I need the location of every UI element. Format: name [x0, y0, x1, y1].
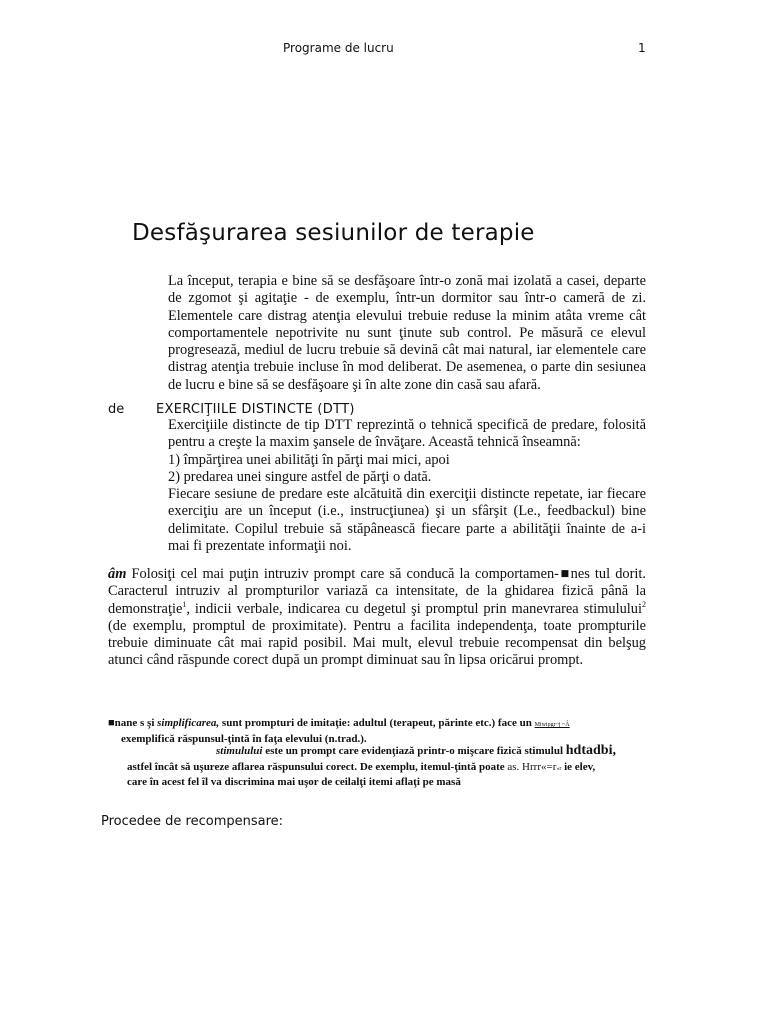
prompt-text-1: Folosiţi cel mai puţin intruziv prompt care să conducă la comportamen-■nes tul dorit. Caracterul intruziv al prompturilor variază ca intensitate, de la ghidarea fizică până la demonstraţie	[108, 566, 646, 617]
footnote-emphasis: simplificarea,	[157, 717, 220, 729]
footnote-line-2: exemplifică răspunsul-ţintă în faţa elevului (n.trad.).	[121, 733, 367, 745]
prompt-paragraph	[108, 566, 646, 670]
dtt-lead: Exerciţiile distincte de tip DTT reprezintă o tehnică specifică de predare, folosită pentru a creşte la maxim şansele de învăţare. Această tehnică înseamnă:	[168, 417, 646, 451]
prompt-text-3: (de exemplu, promptul de proximitate). Pentru a facilita independenţa, toate prompturile trebuie diminuate cât mai rapid posibil. Mai mult, elevul trebuie recompensat din belşug atunci când răspunde corect după un prompt diminuat sau în lipsa oricărui prompt.	[108, 617, 646, 669]
footnote-garbled-text: Miwipgr~j ~Â	[534, 722, 570, 728]
running-header: Programe de lucru	[283, 41, 394, 55]
footnote-garbled-text: as. Hrrr«=r	[507, 761, 557, 773]
dtt-list-item-1: 1) împărţirea unei abilităţi în părţi mai mici, apoi	[168, 451, 450, 468]
footnote-text: este un prompt care evidenţiază printr-o mişcare fizică stimulul	[262, 745, 566, 757]
intro-paragraph: La început, terapia e bine să se desfăşoare într-o zonă mai izolată a casei, departe de zgomot şi agitaţie - de exemplu, într-un dormitor sau într-o cameră de zi. Elementele care distrag atenţia elevului trebuie reduse la minim atâta vreme cât comportamentele nepotrivite nu sunt ţinute sub control. Pe măsură ce elevul progresează, mediul de lucru trebuie să devină cât mai natural, iar elementele care distrag atenţia trebuie incluse în mod deliberat. De asemenea, o parte din sesiunea de lucru e bine să se desfăşoare şi în alte zone din casă sau afară.	[168, 273, 646, 393]
dtt-heading: EXERCIŢIILE DISTINCTE (DTT)	[156, 402, 355, 417]
footnote-text: sunt prompturi de imitaţie: adultul (terapeut, părinte etc.) face un	[219, 717, 535, 729]
section-heading-recompensare: Procedee de recompensare:	[101, 814, 284, 829]
footnote-garbled-text: »r	[556, 766, 562, 772]
footnote-garbled-text: hdtadbi,	[565, 743, 616, 758]
footnote-ref-1: 1	[182, 599, 187, 609]
footnote-line-5: care în acest fel îl va discrimina mai uşor de ceilalţi itemi aflaţi pe masă	[127, 776, 461, 788]
footnote-text: ■nane s şi	[108, 717, 158, 729]
prompt-lead: âm	[108, 566, 127, 582]
prompt-text-2: , indicii verbale, indicarea cu degetul şi promptul prin manevrarea stimulului	[186, 600, 642, 617]
dtt-prefix: de	[108, 402, 125, 417]
footnote-ref-2: 2	[642, 599, 646, 609]
footnote-text: astfel încât să uşureze aflarea răspunsului corect. De exemplu, itemul-ţintă poate	[127, 761, 508, 773]
footnote-line-3	[216, 742, 616, 760]
dtt-section	[168, 417, 646, 555]
dtt-body: Fiecare sesiune de predare este alcătuită din exerciţii distincte repetate, iar fiecare exerciţiu are un început (i.e., instrucţiunea) şi un sfârşit (Le., feedbackul) bine delimitate. Copilul trebuie să stăpânească fiecare parte a abilităţii înainte de a-i mai fi prezentate informaţii noi.	[168, 486, 646, 555]
footnote-text: ie elev,	[561, 761, 596, 773]
page-title: Desfăşurarea sesiunilor de terapie	[132, 220, 535, 246]
dtt-list-item-2: 2) predarea unei singure astfel de părţi o dată.	[168, 468, 432, 485]
footnote-emphasis: stimulului	[216, 745, 263, 757]
page-number: 1	[638, 41, 646, 55]
